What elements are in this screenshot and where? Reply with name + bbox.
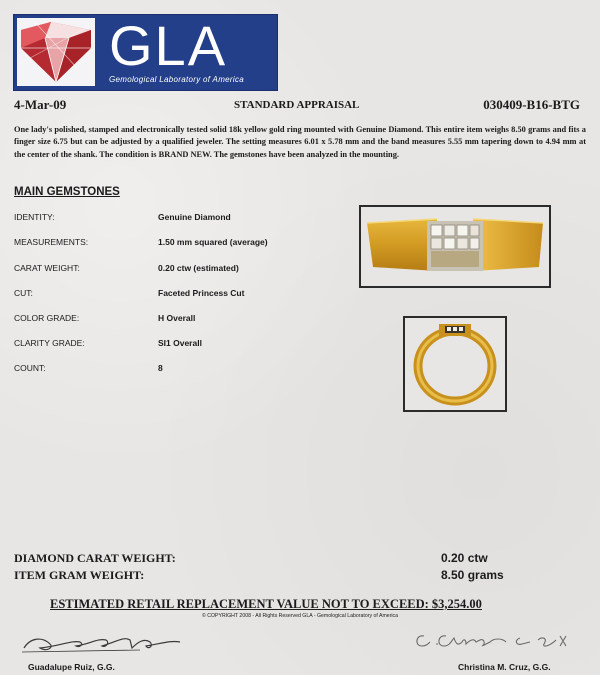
gem-row-label: CLARITY GRADE: [14, 338, 85, 348]
diamond-carat-weight-label: DIAMOND CARAT WEIGHT: [14, 551, 176, 565]
gem-row-value: H Overall [158, 313, 196, 323]
signature-left-name: Guadalupe Ruiz, G.G. [28, 662, 115, 672]
gla-logo [13, 14, 278, 91]
diamond-logo-icon [17, 18, 95, 86]
appraisal-reference: 030409-B16-BTG [483, 97, 580, 112]
gem-row-value: 8 [158, 363, 163, 373]
item-gram-weight-value: 8.50 grams [441, 568, 504, 582]
item-description: One lady's polished, stamped and electronically tested solid 18k yellow gold ring mounted with Genuine Diamond. This entire item weighs 8.50 grams and fits a finger size 6.75 but can be adjusted by a qualified jeweler. The setting measures 6.01 x 5.78 mm and the band measures 5.55 mm tapering down to 4.94 mm at the center of the shank. The condition is BRAND NEW. The gemstones have been analyzed in the mounting. [14, 125, 586, 159]
gem-row-value: Genuine Diamond [158, 212, 231, 222]
section-title-main-gemstones: MAIN GEMSTONES [14, 186, 120, 198]
gem-row-label: MEASUREMENTS: [14, 237, 89, 247]
logo-text: GLA [109, 14, 228, 77]
appraisal-date: 4-Mar-09 [14, 97, 67, 112]
gem-row-label: COUNT: [14, 363, 46, 373]
gem-row-label: IDENTITY: [14, 212, 55, 222]
signature-right-image [410, 628, 580, 654]
appraisal-type: STANDARD APPRAISAL [234, 99, 360, 111]
gem-row-value: 1.50 mm squared (average) [158, 237, 268, 247]
ring-side-image [405, 318, 505, 410]
gem-row-label: CUT: [14, 288, 33, 298]
copyright-notice: © COPYRIGHT 2008 - All Rights Reserved GLA - Gemological Laboratory of America [201, 613, 399, 619]
estimated-replacement-value: ESTIMATED RETAIL REPLACEMENT VALUE NOT TO EXCEED: $3,254.00 [50, 597, 482, 611]
signature-right-name: Christina M. Cruz, G.G. [458, 662, 551, 672]
gem-row-label: COLOR GRADE: [14, 313, 80, 323]
gem-row-value: 0.20 ctw (estimated) [158, 263, 239, 273]
ring-top-photo [359, 205, 551, 288]
gem-row-value: SI1 Overall [158, 338, 202, 348]
gem-row-value: Faceted Princess Cut [158, 288, 245, 298]
logo-subtitle: Gemological Laboratory of America [109, 75, 244, 84]
ring-top-image [361, 207, 549, 286]
diamond-carat-weight-value: 0.20 ctw [441, 551, 488, 565]
signature-left-image [20, 628, 190, 656]
item-gram-weight-label: ITEM GRAM WEIGHT: [14, 568, 145, 582]
gem-row-label: CARAT WEIGHT: [14, 263, 80, 273]
ring-side-photo [403, 316, 507, 412]
